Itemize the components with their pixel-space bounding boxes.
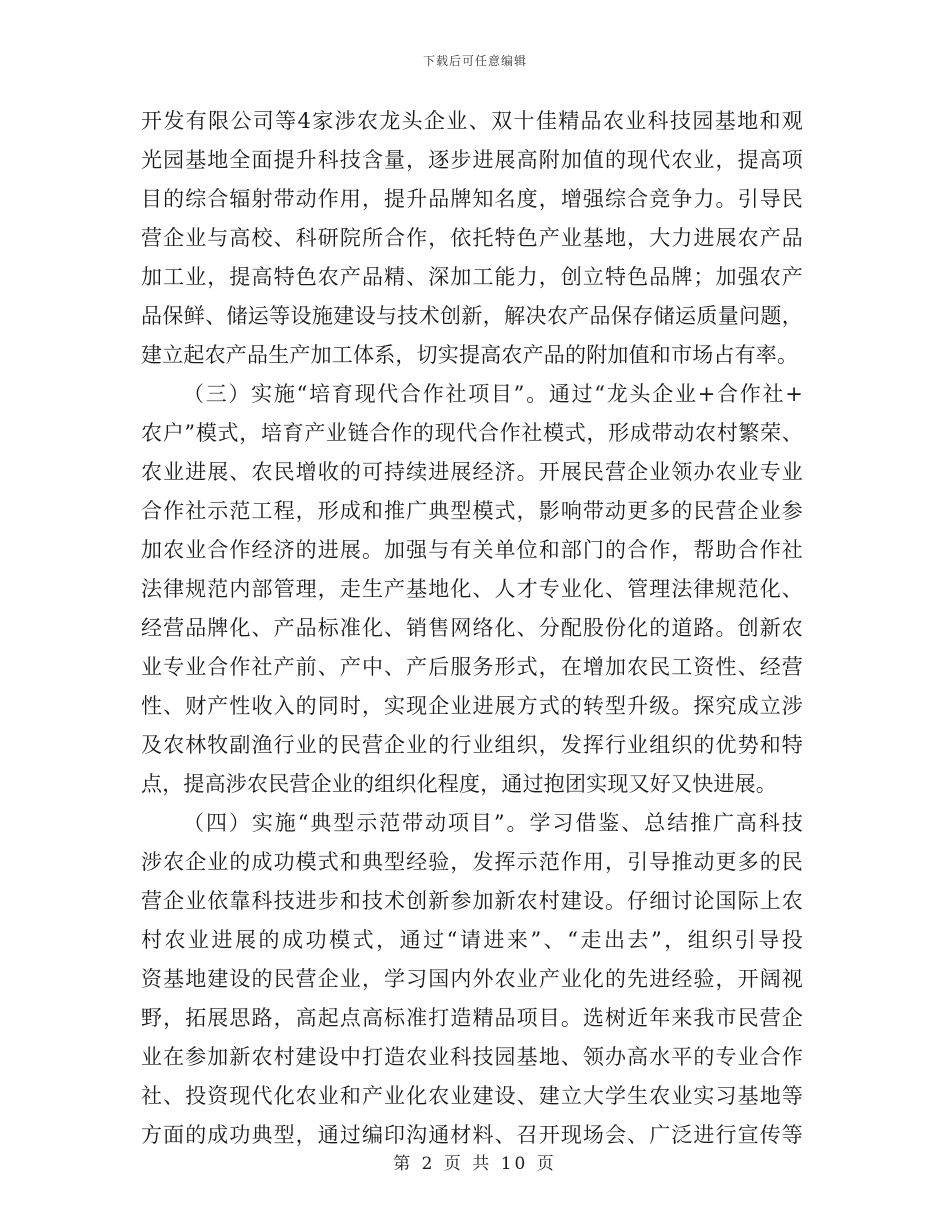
text-line: 农户”模式，培育产业链合作的现代合作社模式，形成带动农村繁荣、 (141, 421, 803, 445)
text-line: 加农业合作经济的进展。加强与有关单位和部门的合作，帮助合作社 (141, 538, 803, 562)
text-line: 方面的成功典型，通过编印沟通材料、召开现场会、广泛进行宣传等 (141, 1123, 803, 1147)
text-line: 法律规范内部管理，走生产基地化、人才专业化、管理法律规范化、 (141, 577, 803, 601)
text-line: 村农业进展的成功模式，通过“请进来”、“走出去”，组织引导投 (141, 928, 803, 952)
text-line: （三）实施“培育现代合作社项目”。通过“龙头企业+合作社+ (183, 382, 803, 406)
text-line: 点，提高涉农民营企业的组织化程度，通过抱团实现又好又快进展。 (141, 772, 777, 796)
text-line: 营企业与高校、科研院所合作，依托特色产业基地，大力进展农产品 (141, 226, 803, 250)
text-line: 合作社示范工程，形成和推广典型模式，影响带动更多的民营企业参 (141, 499, 803, 523)
text-line: 农业进展、农民增收的可持续进展经济。开展民营企业领办农业专业 (141, 460, 803, 484)
page-number: 第 2 页 共 10 页 (393, 1154, 557, 1174)
text-line: （四）实施“典型示范带动项目”。学习借鉴、总结推广高科技 (183, 811, 803, 835)
text-line: 经营品牌化、产品标准化、销售网络化、分配股份化的道路。创新农 (141, 616, 803, 640)
text-line: 野，拓展思路，高起点高标准打造精品项目。选树近年来我市民营企 (141, 1006, 803, 1030)
text-line: 光园基地全面提升科技含量，逐步进展高附加值的现代农业，提高项 (141, 148, 803, 172)
text-line: 目的综合辐射带动作用，提升品牌知名度，增强综合竞争力。引导民 (141, 187, 803, 211)
document-body (141, 102, 803, 1155)
text-line: 加工业，提高特色农产品精、深加工能力，创立特色品牌；加强农产 (141, 265, 803, 289)
text-line: 性、财产性收入的同时，实现企业进展方式的转型升级。探究成立涉 (141, 694, 803, 718)
text-line: 建立起农产品生产加工体系，切实提高农产品的附加值和市场占有率。 (141, 343, 799, 367)
text-line: 开发有限公司等4家涉农龙头企业、双十佳精品农业科技园基地和观 (141, 109, 803, 133)
text-line: 品保鲜、储运等设施建设与技术创新，解决农产品保存储运质量问题， (141, 304, 803, 328)
text-line: 资基地建设的民营企业，学习国内外农业产业化的先进经验，开阔视 (141, 967, 803, 991)
text-line: 营企业依靠科技进步和技术创新参加新农村建设。仔细讨论国际上农 (141, 889, 803, 913)
text-line: 社、投资现代化农业和产业化农业建设、建立大学生农业实习基地等 (141, 1084, 803, 1108)
text-line: 涉农企业的成功模式和典型经验，发挥示范作用，引导推动更多的民 (141, 850, 803, 874)
text-line: 及农林牧副渔行业的民营企业的行业组织，发挥行业组织的优势和特 (141, 733, 803, 757)
text-line: 业在参加新农村建设中打造农业科技园基地、领办高水平的专业合作 (141, 1045, 803, 1069)
text-line: 业专业合作社产前、产中、产后服务形式，在增加农民工资性、经营 (141, 655, 803, 679)
page-header: 下载后可任意编辑 (422, 54, 527, 68)
